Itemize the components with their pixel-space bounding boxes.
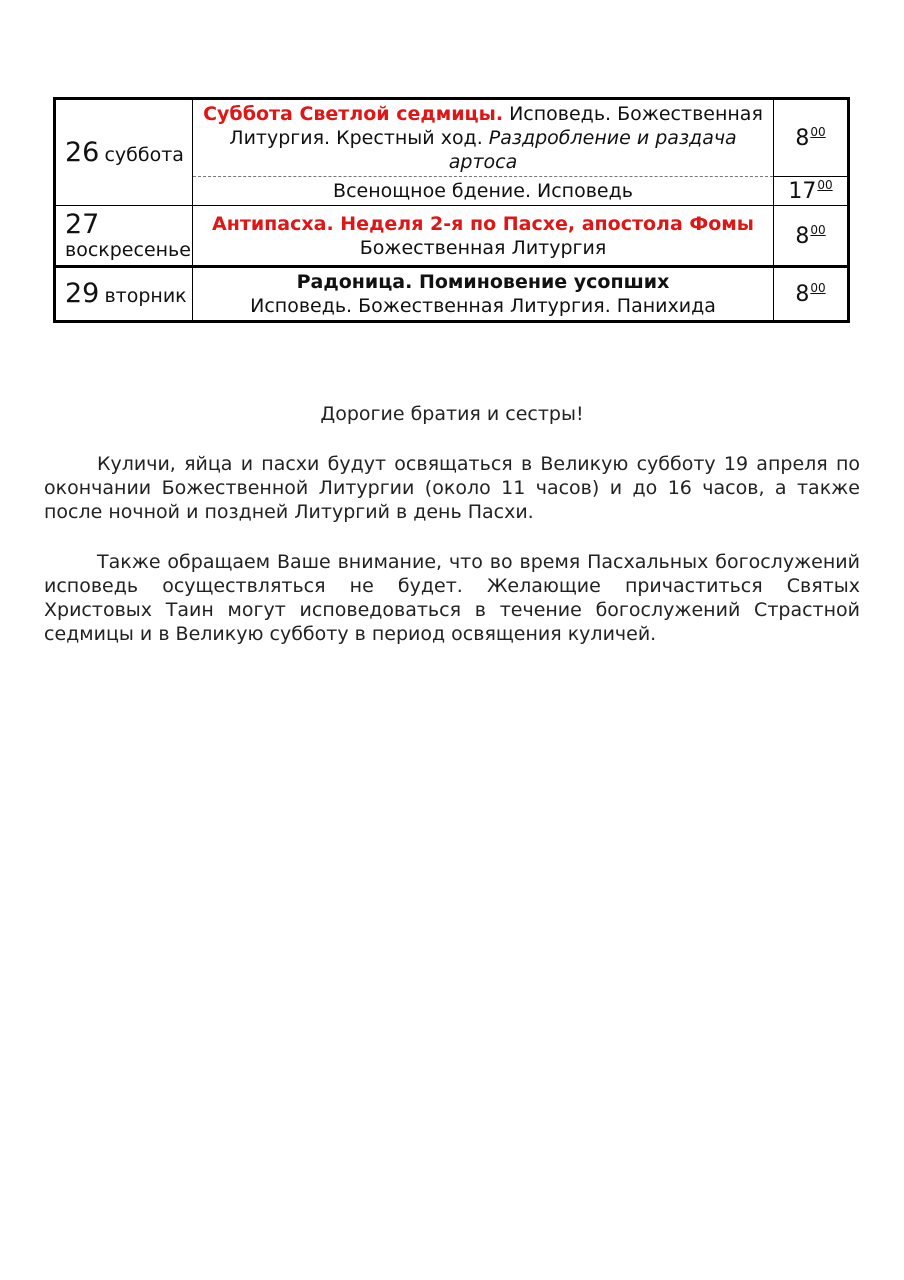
weekday: вторник bbox=[104, 285, 187, 308]
date-cell bbox=[55, 206, 193, 267]
service-description bbox=[193, 206, 774, 267]
table-row bbox=[55, 206, 849, 267]
feast-title: Радоница. Поминовение усопших bbox=[296, 271, 670, 293]
service-time bbox=[774, 177, 849, 206]
time-hour: 8 bbox=[795, 223, 810, 249]
service-description bbox=[193, 267, 774, 322]
time-hour: 8 bbox=[795, 282, 810, 307]
notice-paragraph: Куличи, яйца и пасхи будут освящаться в Великую субботу 19 апреля по окончании Божественной Литургии (около 11 часов) и до 16 часов, а также после ночной и поздней Литургий в день Пасхи. bbox=[44, 453, 860, 523]
table-row bbox=[55, 267, 849, 322]
date-number: 27 bbox=[65, 208, 100, 240]
weekday: воскресенье bbox=[65, 239, 191, 262]
time-minutes: 00 bbox=[810, 125, 826, 139]
date-number: 29 bbox=[65, 278, 100, 310]
date-cell bbox=[55, 99, 193, 206]
service-time bbox=[774, 99, 849, 177]
time-minutes: 00 bbox=[810, 222, 826, 237]
table-row bbox=[55, 99, 849, 177]
date-number: 26 bbox=[65, 136, 100, 168]
service-text: Исповедь. Божественная Литургия. Панихида bbox=[250, 295, 716, 317]
service-schedule-table bbox=[53, 97, 850, 323]
greeting-heading: Дорогие братия и сестры! bbox=[320, 403, 584, 425]
weekday: суббота bbox=[104, 143, 184, 166]
service-text: Всенощное бдение. Исповедь bbox=[333, 180, 633, 202]
notice-paragraph: Также обращаем Ваше внимание, что во время Пасхальных богослужений исповедь осуществляться не будет. Желающие причаститься Святых Христовых Таин могут исповедоваться в течение богослужений Страстной седмицы и в Великую субботу в период освящения куличей. bbox=[44, 551, 860, 645]
feast-title: Суббота Светлой седмицы. bbox=[203, 103, 504, 125]
service-time bbox=[774, 267, 849, 322]
service-description bbox=[193, 99, 774, 177]
time-minutes: 00 bbox=[817, 178, 833, 192]
service-italic-text: Раздробление и раздача артоса bbox=[448, 127, 737, 173]
service-time bbox=[774, 206, 849, 267]
service-description bbox=[193, 177, 774, 206]
service-text: Исповедь. Божественная Литургия. Крестный ход. bbox=[229, 103, 763, 149]
time-hour: 17 bbox=[788, 179, 817, 204]
time-hour: 8 bbox=[795, 126, 810, 151]
feast-title: Антипасха. Неделя 2-я по Пасхе, апостола Фомы bbox=[212, 212, 754, 235]
date-cell bbox=[55, 267, 193, 322]
time-minutes: 00 bbox=[810, 281, 826, 295]
service-text: Божественная Литургия bbox=[359, 236, 607, 259]
